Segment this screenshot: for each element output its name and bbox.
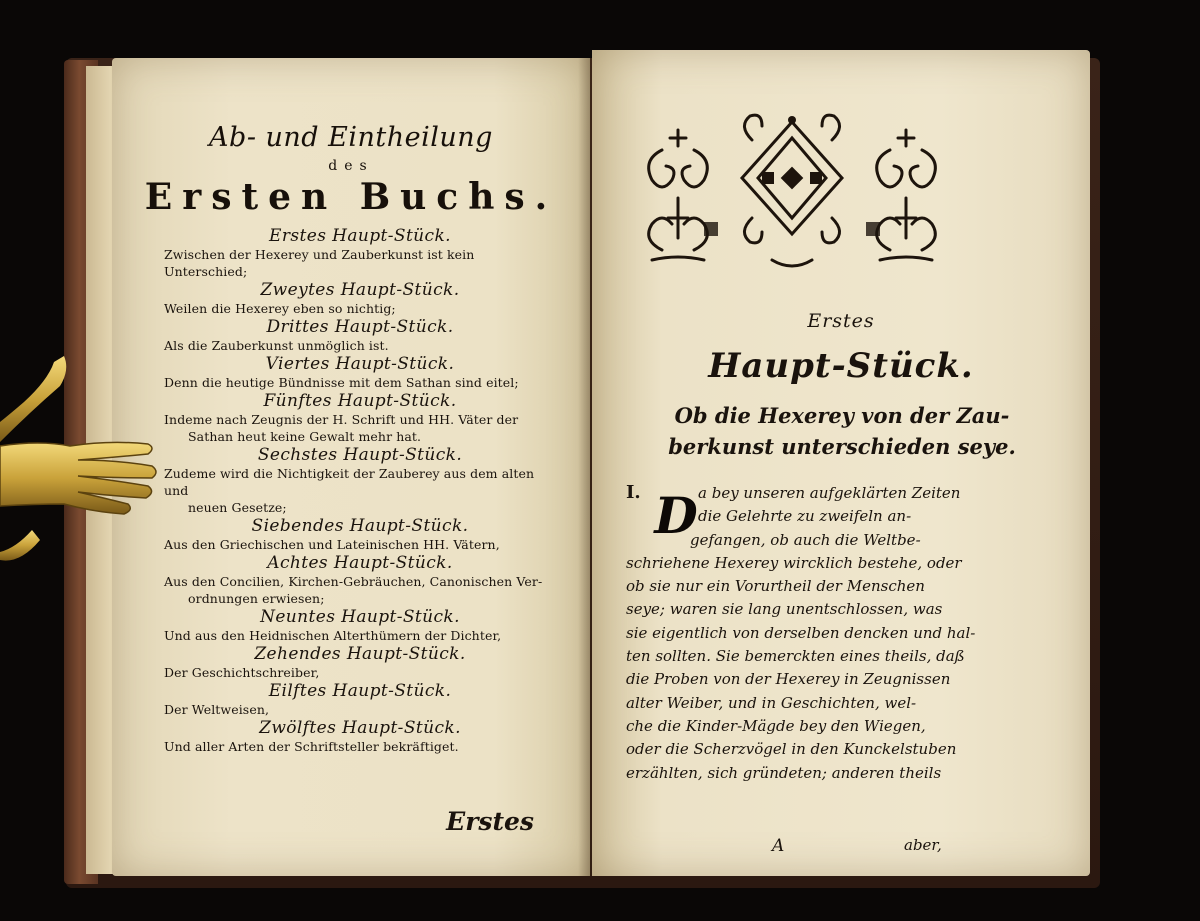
toc-chapter-heading: Sechstes Haupt-Stück. xyxy=(257,445,463,465)
chapter-number: Erstes xyxy=(807,310,875,332)
toc-description-line: Aus den Griechischen und Lateinischen HH. Vätern, xyxy=(164,537,500,552)
toc-description-line: Und aller Arten der Schriftsteller bekräftiget. xyxy=(164,739,459,754)
toc-description-line: neuen Gesetze; xyxy=(188,500,287,515)
body-line: che die Kinder-Mägde bey den Wiegen, xyxy=(626,716,926,735)
toc-chapter-heading: Siebendes Haupt-Stück. xyxy=(251,516,469,536)
signature-mark: A xyxy=(772,836,785,856)
body-line: die Proben von der Hexerey in Zeugnissen xyxy=(626,670,951,689)
toc-chapter-heading: Achtes Haupt-Stück. xyxy=(267,553,453,573)
toc-chapter-heading: Eilftes Haupt-Stück. xyxy=(268,681,452,701)
body-line: alter Weiber, und in Geschichten, wel- xyxy=(626,693,917,712)
left-page xyxy=(112,58,590,876)
chapter-subtitle xyxy=(622,400,1062,462)
book-title: Ersten Buchs. xyxy=(144,176,558,218)
toc-entry xyxy=(164,317,556,354)
right-page xyxy=(592,50,1090,876)
toc-description-line: Indeme nach Zeugnis der H. Schrift und HH. Väter der xyxy=(164,412,519,427)
toc-entry xyxy=(164,607,556,644)
toc-description-line: Als die Zauberkunst unmöglich ist. xyxy=(164,338,389,353)
toc-description-line: Der Geschichtschreiber, xyxy=(164,665,320,680)
drop-cap-letter: D xyxy=(654,486,698,545)
body-line: ob sie nur ein Vorurtheil der Menschen xyxy=(626,577,925,596)
toc-chapter-heading: Erstes Haupt-Stück. xyxy=(269,226,451,246)
toc-entry xyxy=(164,226,556,280)
toc-entry xyxy=(164,516,556,553)
table-of-contents xyxy=(164,226,556,755)
toc-entry xyxy=(164,354,556,391)
body-line: a bey unseren aufgeklärten Zeiten xyxy=(698,484,961,502)
body-text xyxy=(626,482,1054,785)
body-line: gefangen, ob auch die Weltbe- xyxy=(690,530,921,549)
toc-chapter-heading: Fünftes Haupt-Stück. xyxy=(263,391,457,411)
toc-description-line: Und aus den Heidnischen Alterthümern der Dichter, xyxy=(164,628,502,643)
toc-chapter-description xyxy=(164,738,556,755)
toc-entry xyxy=(164,445,556,516)
toc-entry xyxy=(164,280,556,317)
toc-description-line: Der Weltweisen, xyxy=(164,702,270,717)
toc-chapter-description xyxy=(164,337,556,354)
toc-chapter-description xyxy=(164,246,556,280)
toc-description-line: Weilen die Hexerey eben so nichtig; xyxy=(164,301,396,316)
section-numeral: I. xyxy=(626,482,641,503)
toc-description-line: Aus den Concilien, Kirchen-Gebräuchen, Canonischen Ver- xyxy=(164,574,543,589)
toc-chapter-description xyxy=(164,300,556,317)
toc-chapter-description xyxy=(164,536,556,553)
chapter-subtitle-line2: berkunst unterschieden seye. xyxy=(668,434,1016,459)
body-line: oder die Scherzvögel in den Kunckelstuben xyxy=(626,740,957,759)
ornament-headpiece-icon xyxy=(622,110,962,280)
body-line: seye; waren sie lang unentschlossen, was xyxy=(626,600,943,619)
brass-hand-page-holder xyxy=(0,350,170,580)
body-line: ten sollten. Sie bemerckten eines theils, daß xyxy=(626,647,965,666)
toc-chapter-description xyxy=(164,465,556,516)
toc-entry xyxy=(164,644,556,681)
toc-chapter-heading: Drittes Haupt-Stück. xyxy=(266,317,454,337)
toc-entry xyxy=(164,391,556,445)
toc-description-line: Zudeme wird die Nichtigkeit der Zauberey aus dem alten und xyxy=(164,466,535,498)
catchword-right: aber, xyxy=(904,836,942,854)
toc-description-line: Zwischen der Hexerey und Zauberkunst ist kein Unterschied; xyxy=(164,247,475,279)
body-line: sie eigentlich von derselben dencken und hal- xyxy=(626,623,976,642)
toc-chapter-description xyxy=(164,664,556,681)
toc-entry xyxy=(164,553,556,607)
catchword-left: Erstes xyxy=(446,807,534,836)
toc-chapter-heading: Viertes Haupt-Stück. xyxy=(265,354,455,374)
toc-description-line: ordnungen erwiesen; xyxy=(188,591,325,606)
toc-description-line: Sathan heut keine Gewalt mehr hat. xyxy=(188,429,422,444)
toc-chapter-description xyxy=(164,573,556,607)
chapter-subtitle-line1: Ob die Hexerey von der Zau- xyxy=(674,403,1010,428)
chapter-division-title: Ab- und Eintheilung xyxy=(209,122,493,153)
toc-chapter-description xyxy=(164,411,556,445)
body-line: erzählten, sich gründeten; anderen theils xyxy=(626,763,942,782)
toc-entry xyxy=(164,718,556,755)
body-line: die Gelehrte zu zweifeln an- xyxy=(698,507,912,526)
toc-description-line: Denn die heutige Bündnisse mit dem Sathan sind eitel; xyxy=(164,375,519,390)
toc-chapter-description xyxy=(164,627,556,644)
toc-chapter-heading: Zwölftes Haupt-Stück. xyxy=(259,718,461,738)
toc-chapter-description xyxy=(164,374,556,391)
toc-chapter-heading: Zweytes Haupt-Stück. xyxy=(260,280,460,300)
chapter-heading: Haupt-Stück. xyxy=(708,346,974,386)
toc-chapter-description xyxy=(164,701,556,718)
toc-chapter-heading: Zehendes Haupt-Stück. xyxy=(254,644,466,664)
body-line: schriehene Hexerey wircklich bestehe, oder xyxy=(626,553,962,572)
chapter-division-title-des: des xyxy=(328,158,374,174)
toc-entry xyxy=(164,681,556,718)
toc-chapter-heading: Neuntes Haupt-Stück. xyxy=(260,607,460,627)
